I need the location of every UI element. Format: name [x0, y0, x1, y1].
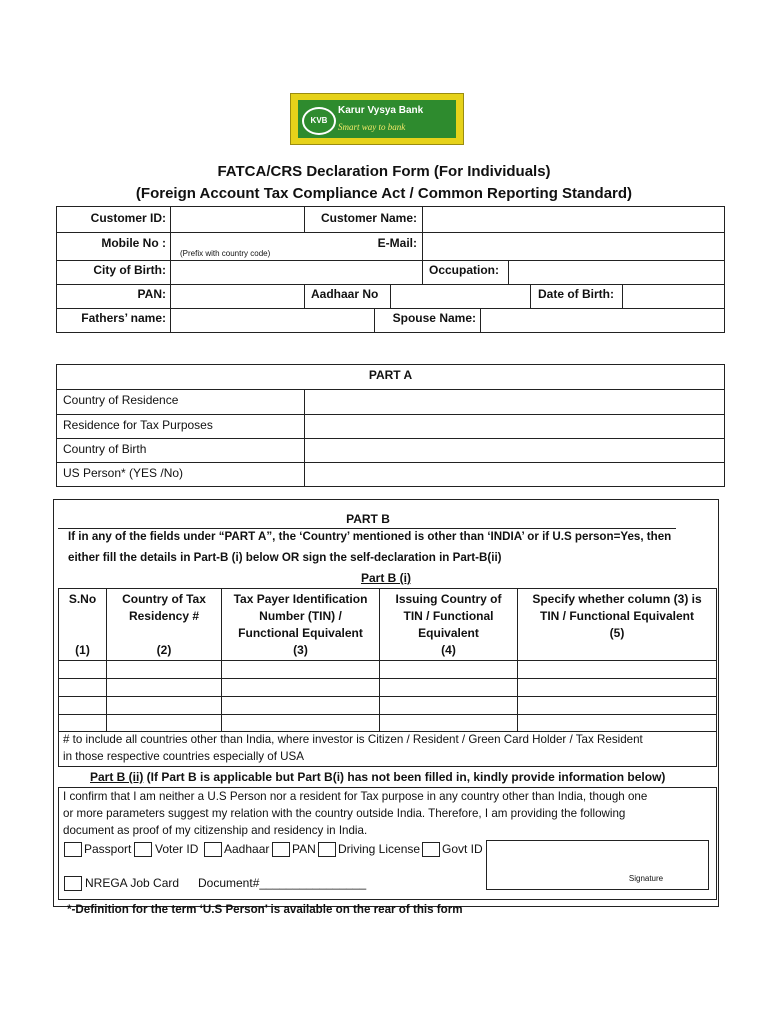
form-title: FATCA/CRS Declaration Form (For Individuals)	[217, 163, 551, 180]
intro-text: either fill the details in Part-B (i) below	[68, 551, 282, 564]
passport-label: Passport	[84, 842, 132, 856]
residence-tax-input[interactable]	[304, 414, 725, 439]
col-header-line: Number (TIN) /	[259, 609, 342, 623]
part-b-intro-line2	[68, 551, 502, 564]
part-a-row-label: Country of Birth	[63, 442, 147, 456]
spouse-name-label: Spouse Name:	[392, 311, 476, 325]
col-number: (2)	[156, 643, 172, 657]
part-b-heading: PART B	[346, 512, 390, 526]
col-header-line: Tax Payer Identification	[233, 592, 368, 606]
table-cell[interactable]	[379, 660, 518, 679]
table-cell[interactable]	[379, 696, 518, 715]
col-header-line: TIN / Functional	[403, 609, 494, 623]
part-a-row-label: US Person* (YES /No)	[63, 466, 184, 480]
part-a-heading: PART A	[368, 368, 413, 382]
col-header-line: Specify whether column (3) is	[532, 592, 702, 606]
document-number-field[interactable]: Document#________________	[198, 876, 367, 890]
govt-id-checkbox[interactable]	[422, 842, 440, 857]
col-header-line: Residency #	[128, 609, 200, 623]
col-number: (5)	[609, 626, 625, 640]
footnote: *-Definition for the term ‘U.S Person’ is available on the rear of this form	[67, 903, 463, 916]
part-b-i-heading: Part B (i)	[360, 571, 411, 585]
part-a-row-label: Residence for Tax Purposes	[63, 418, 213, 432]
customer-id-label: Customer ID:	[90, 211, 166, 225]
part-b-ii-heading	[90, 770, 665, 784]
logo-bank-name: Karur Vysya Bank	[338, 105, 424, 116]
city-of-birth-input[interactable]	[170, 260, 423, 285]
table-cell[interactable]	[106, 696, 222, 715]
signature-label: Signature	[628, 874, 664, 883]
col-header-line: S.No	[68, 592, 97, 606]
spouse-name-input[interactable]	[480, 308, 725, 333]
part-b-ii-title: Part B (ii)	[90, 770, 144, 784]
passport-checkbox[interactable]	[64, 842, 82, 857]
divider	[58, 528, 676, 529]
table-cell[interactable]	[221, 696, 380, 715]
logo-badge: KVB	[302, 107, 336, 135]
voter-id-label: Voter ID	[155, 842, 199, 856]
driving-license-checkbox[interactable]	[318, 842, 336, 857]
bank-logo	[290, 93, 464, 145]
table-cell[interactable]	[517, 660, 717, 679]
customer-name-input[interactable]	[422, 206, 725, 233]
nrega-checkbox[interactable]	[64, 876, 82, 891]
declaration-line3: document as proof of my citizenship and residency in India.	[63, 824, 368, 837]
table-cell[interactable]	[106, 714, 222, 732]
email-label: E-Mail:	[377, 236, 417, 250]
driving-license-label: Driving License	[338, 842, 421, 856]
col-header-line: Issuing Country of	[395, 592, 502, 606]
note-line1: # to include all countries other than India, where investor is Citizen / Resident / Green Card Holder / Tax Resident	[63, 733, 643, 746]
table-cell[interactable]	[517, 714, 717, 732]
pan-input[interactable]	[170, 284, 305, 309]
declaration-line1: I confirm that I am neither a U.S Person nor a resident for Tax purpose in any country other than India, though one	[63, 790, 648, 803]
part-a-row-label: Country of Residence	[63, 393, 179, 407]
table-cell[interactable]	[221, 714, 380, 732]
voter-id-checkbox[interactable]	[134, 842, 152, 857]
city-of-birth-label: City of Birth:	[93, 263, 166, 277]
part-b-intro-line1: If in any of the fields under “PART A”, the ‘Country’ mentioned is other than ‘INDIA’ or if U.S person=Yes, then	[68, 530, 672, 543]
email-input[interactable]	[422, 232, 725, 261]
table-cell[interactable]	[379, 678, 518, 697]
table-cell[interactable]	[58, 696, 107, 715]
aadhaar-checkbox[interactable]	[204, 842, 222, 857]
us-person-input[interactable]	[304, 462, 725, 487]
table-cell[interactable]	[517, 696, 717, 715]
logo-tagline: Smart way to bank	[338, 122, 406, 132]
part-b-ii-text: (If Part B is applicable but Part B(i) has not been filled in, kindly provide information below)	[143, 770, 666, 784]
table-cell[interactable]	[106, 660, 222, 679]
country-of-residence-input[interactable]	[304, 389, 725, 415]
table-cell[interactable]	[106, 678, 222, 697]
father-name-input[interactable]	[170, 308, 375, 333]
form-subtitle: (Foreign Account Tax Compliance Act / Common Reporting Standard)	[135, 185, 633, 202]
col-number: (4)	[441, 643, 456, 657]
dob-input[interactable]	[622, 284, 725, 309]
pan-doc-label: PAN	[292, 842, 316, 856]
customer-id-input[interactable]	[170, 206, 305, 233]
nrega-label: NREGA Job Card	[85, 876, 180, 890]
note-line2: in those respective countries especially of USA	[63, 750, 305, 763]
table-cell[interactable]	[58, 660, 107, 679]
dob-label: Date of Birth:	[538, 287, 614, 301]
col-number: (3)	[293, 643, 308, 657]
aadhaar-doc-label: Aadhaar	[224, 842, 270, 856]
father-name-label: Fathers’ name:	[81, 311, 166, 325]
declaration-line2: or more parameters suggest my relation with the country outside India. Therefore, I am providing the following	[63, 807, 626, 820]
occupation-label: Occupation:	[429, 263, 500, 277]
country-of-birth-input[interactable]	[304, 438, 725, 463]
occupation-input[interactable]	[508, 260, 725, 285]
table-cell[interactable]	[221, 660, 380, 679]
mobile-label: Mobile No :	[101, 236, 166, 250]
table-cell[interactable]	[517, 678, 717, 697]
table-cell[interactable]	[221, 678, 380, 697]
customer-name-label: Customer Name:	[320, 211, 417, 225]
govt-id-label: Govt ID	[442, 842, 483, 856]
table-cell[interactable]	[379, 714, 518, 732]
pan-checkbox[interactable]	[272, 842, 290, 857]
table-cell[interactable]	[58, 678, 107, 697]
col-header-line: Equivalent	[418, 626, 479, 640]
col-header-line: Functional Equivalent	[238, 626, 363, 640]
intro-or: OR	[281, 551, 300, 564]
col-number: (1)	[75, 643, 90, 657]
mobile-hint: (Prefix with country code)	[180, 249, 271, 258]
col-header-line: Country of Tax	[122, 592, 206, 606]
pan-label: PAN:	[137, 287, 166, 301]
aadhaar-input[interactable]	[390, 284, 531, 309]
col-header-line: TIN / Functional Equivalent	[539, 609, 694, 623]
intro-text: sign the self-declaration in Part-B(ii)	[299, 551, 502, 564]
table-cell[interactable]	[58, 714, 107, 732]
aadhaar-label: Aadhaar No	[311, 287, 379, 301]
